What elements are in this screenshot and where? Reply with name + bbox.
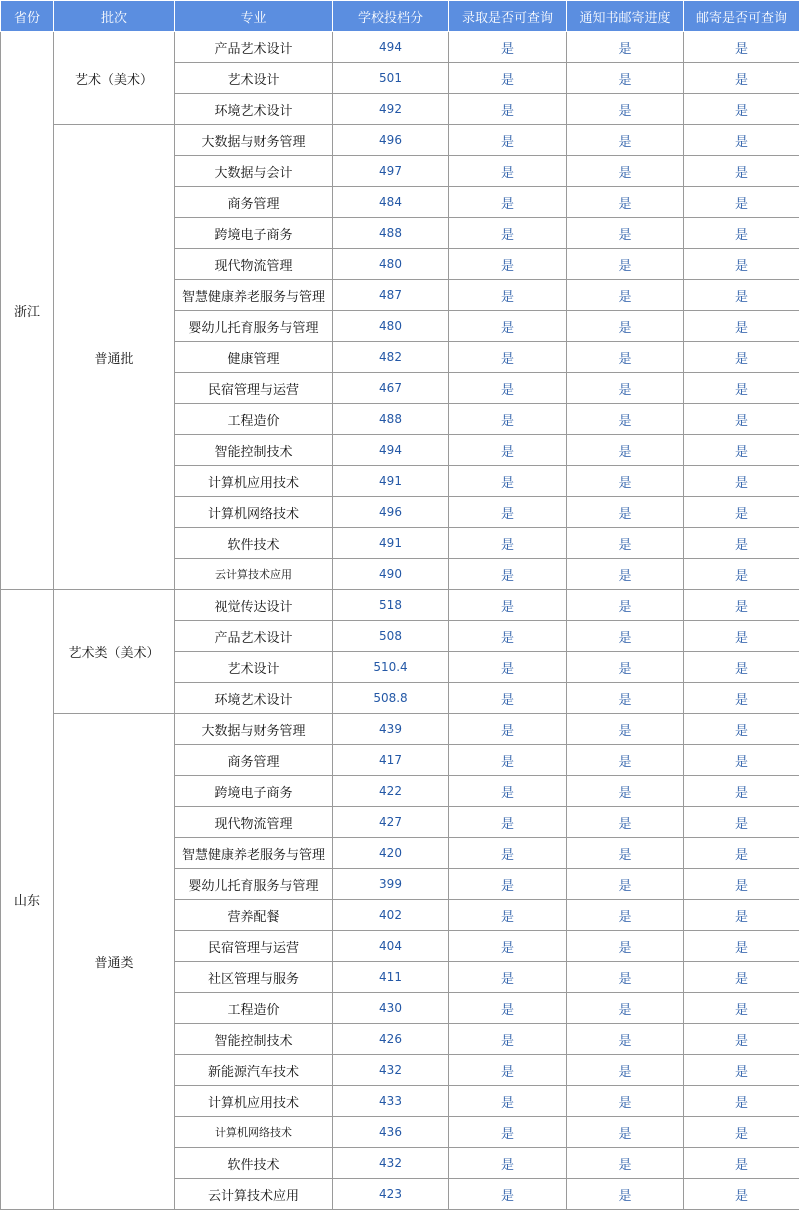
score-cell: 423	[333, 1179, 449, 1210]
mail-query-cell: 是	[684, 652, 799, 683]
notice-progress-cell: 是	[567, 466, 684, 497]
notice-progress-cell: 是	[567, 156, 684, 187]
notice-progress-cell: 是	[567, 838, 684, 869]
notice-progress-cell: 是	[567, 311, 684, 342]
score-cell: 496	[333, 497, 449, 528]
major-cell: 计算机应用技术	[175, 466, 333, 497]
admission-query-cell: 是	[449, 714, 567, 745]
mail-query-cell: 是	[684, 373, 799, 404]
admission-query-cell: 是	[449, 373, 567, 404]
score-cell: 427	[333, 807, 449, 838]
admission-query-cell: 是	[449, 404, 567, 435]
admission-query-cell: 是	[449, 900, 567, 931]
header-score: 学校投档分	[333, 1, 449, 32]
score-cell: 508	[333, 621, 449, 652]
table-body	[1, 32, 799, 1210]
mail-query-cell: 是	[684, 1179, 799, 1210]
mail-query-cell: 是	[684, 807, 799, 838]
header-major: 专业	[175, 1, 333, 32]
mail-query-cell: 是	[684, 311, 799, 342]
admission-query-cell: 是	[449, 931, 567, 962]
header-batch: 批次	[54, 1, 175, 32]
mail-query-cell: 是	[684, 559, 799, 590]
header-row	[1, 1, 799, 32]
mail-query-cell: 是	[684, 931, 799, 962]
notice-progress-cell: 是	[567, 373, 684, 404]
admission-query-cell: 是	[449, 63, 567, 94]
table-row	[1, 714, 799, 745]
score-cell: 420	[333, 838, 449, 869]
table-row	[1, 32, 799, 63]
mail-query-cell: 是	[684, 497, 799, 528]
notice-progress-cell: 是	[567, 435, 684, 466]
mail-query-cell: 是	[684, 1148, 799, 1179]
mail-query-cell: 是	[684, 280, 799, 311]
score-cell: 467	[333, 373, 449, 404]
notice-progress-cell: 是	[567, 683, 684, 714]
score-cell: 426	[333, 1024, 449, 1055]
score-cell: 436	[333, 1117, 449, 1148]
admission-query-cell: 是	[449, 1024, 567, 1055]
major-cell: 商务管理	[175, 745, 333, 776]
mail-query-cell: 是	[684, 776, 799, 807]
major-cell: 跨境电子商务	[175, 776, 333, 807]
major-cell: 环境艺术设计	[175, 94, 333, 125]
score-cell: 439	[333, 714, 449, 745]
header-province: 省份	[1, 1, 54, 32]
score-cell: 482	[333, 342, 449, 373]
admission-query-cell: 是	[449, 776, 567, 807]
admission-query-cell: 是	[449, 280, 567, 311]
admission-query-cell: 是	[449, 528, 567, 559]
mail-query-cell: 是	[684, 528, 799, 559]
mail-query-cell: 是	[684, 714, 799, 745]
admission-query-cell: 是	[449, 869, 567, 900]
admission-query-cell: 是	[449, 1086, 567, 1117]
mail-query-cell: 是	[684, 187, 799, 218]
mail-query-cell: 是	[684, 1024, 799, 1055]
mail-query-cell: 是	[684, 869, 799, 900]
notice-progress-cell: 是	[567, 125, 684, 156]
score-cell: 480	[333, 311, 449, 342]
major-cell: 智能控制技术	[175, 435, 333, 466]
major-cell: 视觉传达设计	[175, 590, 333, 621]
score-cell: 508.8	[333, 683, 449, 714]
batch-cell: 普通类	[54, 714, 175, 1210]
notice-progress-cell: 是	[567, 590, 684, 621]
major-cell: 软件技术	[175, 528, 333, 559]
province-cell: 山东	[1, 590, 54, 1210]
major-cell: 计算机网络技术	[175, 1117, 333, 1148]
mail-query-cell: 是	[684, 683, 799, 714]
admission-query-cell: 是	[449, 838, 567, 869]
admission-query-cell: 是	[449, 1148, 567, 1179]
mail-query-cell: 是	[684, 249, 799, 280]
score-cell: 404	[333, 931, 449, 962]
notice-progress-cell: 是	[567, 745, 684, 776]
score-cell: 494	[333, 32, 449, 63]
major-cell: 工程造价	[175, 993, 333, 1024]
notice-progress-cell: 是	[567, 559, 684, 590]
score-cell: 484	[333, 187, 449, 218]
score-cell: 491	[333, 528, 449, 559]
admission-query-cell: 是	[449, 993, 567, 1024]
major-cell: 软件技术	[175, 1148, 333, 1179]
admission-query-cell: 是	[449, 311, 567, 342]
admission-query-cell: 是	[449, 652, 567, 683]
batch-cell: 普通批	[54, 125, 175, 590]
major-cell: 云计算技术应用	[175, 1179, 333, 1210]
admission-query-cell: 是	[449, 807, 567, 838]
major-cell: 智慧健康养老服务与管理	[175, 838, 333, 869]
batch-cell: 艺术（美术）	[54, 32, 175, 125]
score-cell: 518	[333, 590, 449, 621]
mail-query-cell: 是	[684, 1086, 799, 1117]
admission-query-cell: 是	[449, 962, 567, 993]
mail-query-cell: 是	[684, 342, 799, 373]
major-cell: 新能源汽车技术	[175, 1055, 333, 1086]
mail-query-cell: 是	[684, 900, 799, 931]
mail-query-cell: 是	[684, 218, 799, 249]
mail-query-cell: 是	[684, 435, 799, 466]
notice-progress-cell: 是	[567, 342, 684, 373]
admission-query-cell: 是	[449, 497, 567, 528]
notice-progress-cell: 是	[567, 621, 684, 652]
score-cell: 496	[333, 125, 449, 156]
major-cell: 民宿管理与运营	[175, 931, 333, 962]
table-row	[1, 590, 799, 621]
score-cell: 411	[333, 962, 449, 993]
mail-query-cell: 是	[684, 404, 799, 435]
major-cell: 健康管理	[175, 342, 333, 373]
notice-progress-cell: 是	[567, 32, 684, 63]
notice-progress-cell: 是	[567, 1024, 684, 1055]
score-cell: 492	[333, 94, 449, 125]
score-cell: 488	[333, 218, 449, 249]
notice-progress-cell: 是	[567, 1179, 684, 1210]
admission-query-cell: 是	[449, 621, 567, 652]
notice-progress-cell: 是	[567, 1086, 684, 1117]
header-mail-query: 邮寄是否可查询	[684, 1, 799, 32]
mail-query-cell: 是	[684, 125, 799, 156]
major-cell: 计算机网络技术	[175, 497, 333, 528]
score-cell: 422	[333, 776, 449, 807]
score-cell: 402	[333, 900, 449, 931]
notice-progress-cell: 是	[567, 187, 684, 218]
notice-progress-cell: 是	[567, 249, 684, 280]
mail-query-cell: 是	[684, 590, 799, 621]
notice-progress-cell: 是	[567, 807, 684, 838]
admission-query-cell: 是	[449, 1179, 567, 1210]
admission-query-cell: 是	[449, 466, 567, 497]
admission-query-cell: 是	[449, 218, 567, 249]
mail-query-cell: 是	[684, 745, 799, 776]
mail-query-cell: 是	[684, 1055, 799, 1086]
mail-query-cell: 是	[684, 621, 799, 652]
admission-query-cell: 是	[449, 745, 567, 776]
admission-query-cell: 是	[449, 559, 567, 590]
score-cell: 417	[333, 745, 449, 776]
score-cell: 501	[333, 63, 449, 94]
notice-progress-cell: 是	[567, 993, 684, 1024]
admission-query-cell: 是	[449, 1055, 567, 1086]
admission-query-cell: 是	[449, 32, 567, 63]
admission-query-cell: 是	[449, 683, 567, 714]
mail-query-cell: 是	[684, 1117, 799, 1148]
notice-progress-cell: 是	[567, 497, 684, 528]
score-cell: 432	[333, 1055, 449, 1086]
major-cell: 艺术设计	[175, 652, 333, 683]
major-cell: 环境艺术设计	[175, 683, 333, 714]
admission-query-cell: 是	[449, 590, 567, 621]
mail-query-cell: 是	[684, 838, 799, 869]
score-cell: 487	[333, 280, 449, 311]
province-cell: 浙江	[1, 32, 54, 590]
major-cell: 艺术设计	[175, 63, 333, 94]
major-cell: 现代物流管理	[175, 249, 333, 280]
admission-query-cell: 是	[449, 187, 567, 218]
major-cell: 智慧健康养老服务与管理	[175, 280, 333, 311]
score-cell: 510.4	[333, 652, 449, 683]
notice-progress-cell: 是	[567, 94, 684, 125]
major-cell: 婴幼儿托育服务与管理	[175, 869, 333, 900]
mail-query-cell: 是	[684, 993, 799, 1024]
major-cell: 产品艺术设计	[175, 32, 333, 63]
notice-progress-cell: 是	[567, 962, 684, 993]
notice-progress-cell: 是	[567, 714, 684, 745]
major-cell: 现代物流管理	[175, 807, 333, 838]
notice-progress-cell: 是	[567, 931, 684, 962]
notice-progress-cell: 是	[567, 280, 684, 311]
notice-progress-cell: 是	[567, 528, 684, 559]
notice-progress-cell: 是	[567, 1055, 684, 1086]
score-cell: 480	[333, 249, 449, 280]
major-cell: 跨境电子商务	[175, 218, 333, 249]
major-cell: 工程造价	[175, 404, 333, 435]
notice-progress-cell: 是	[567, 652, 684, 683]
major-cell: 商务管理	[175, 187, 333, 218]
mail-query-cell: 是	[684, 466, 799, 497]
major-cell: 营养配餐	[175, 900, 333, 931]
admission-query-cell: 是	[449, 249, 567, 280]
notice-progress-cell: 是	[567, 218, 684, 249]
score-cell: 490	[333, 559, 449, 590]
major-cell: 婴幼儿托育服务与管理	[175, 311, 333, 342]
mail-query-cell: 是	[684, 962, 799, 993]
score-cell: 494	[333, 435, 449, 466]
major-cell: 大数据与会计	[175, 156, 333, 187]
admission-query-cell: 是	[449, 125, 567, 156]
major-cell: 智能控制技术	[175, 1024, 333, 1055]
score-cell: 497	[333, 156, 449, 187]
admission-query-cell: 是	[449, 435, 567, 466]
admission-query-cell: 是	[449, 156, 567, 187]
major-cell: 大数据与财务管理	[175, 714, 333, 745]
score-cell: 432	[333, 1148, 449, 1179]
major-cell: 社区管理与服务	[175, 962, 333, 993]
mail-query-cell: 是	[684, 63, 799, 94]
notice-progress-cell: 是	[567, 63, 684, 94]
score-cell: 488	[333, 404, 449, 435]
mail-query-cell: 是	[684, 94, 799, 125]
major-cell: 云计算技术应用	[175, 559, 333, 590]
major-cell: 大数据与财务管理	[175, 125, 333, 156]
header-notice-progress: 通知书邮寄进度	[567, 1, 684, 32]
admission-query-cell: 是	[449, 94, 567, 125]
table-row	[1, 125, 799, 156]
notice-progress-cell: 是	[567, 900, 684, 931]
notice-progress-cell: 是	[567, 1148, 684, 1179]
score-cell: 399	[333, 869, 449, 900]
admission-query-cell: 是	[449, 1117, 567, 1148]
notice-progress-cell: 是	[567, 404, 684, 435]
score-cell: 430	[333, 993, 449, 1024]
mail-query-cell: 是	[684, 32, 799, 63]
major-cell: 民宿管理与运营	[175, 373, 333, 404]
admission-query-cell: 是	[449, 342, 567, 373]
batch-cell: 艺术类（美术）	[54, 590, 175, 714]
major-cell: 计算机应用技术	[175, 1086, 333, 1117]
notice-progress-cell: 是	[567, 869, 684, 900]
major-cell: 产品艺术设计	[175, 621, 333, 652]
notice-progress-cell: 是	[567, 776, 684, 807]
score-cell: 491	[333, 466, 449, 497]
score-cell: 433	[333, 1086, 449, 1117]
mail-query-cell: 是	[684, 156, 799, 187]
header-admission-query: 录取是否可查询	[449, 1, 567, 32]
notice-progress-cell: 是	[567, 1117, 684, 1148]
